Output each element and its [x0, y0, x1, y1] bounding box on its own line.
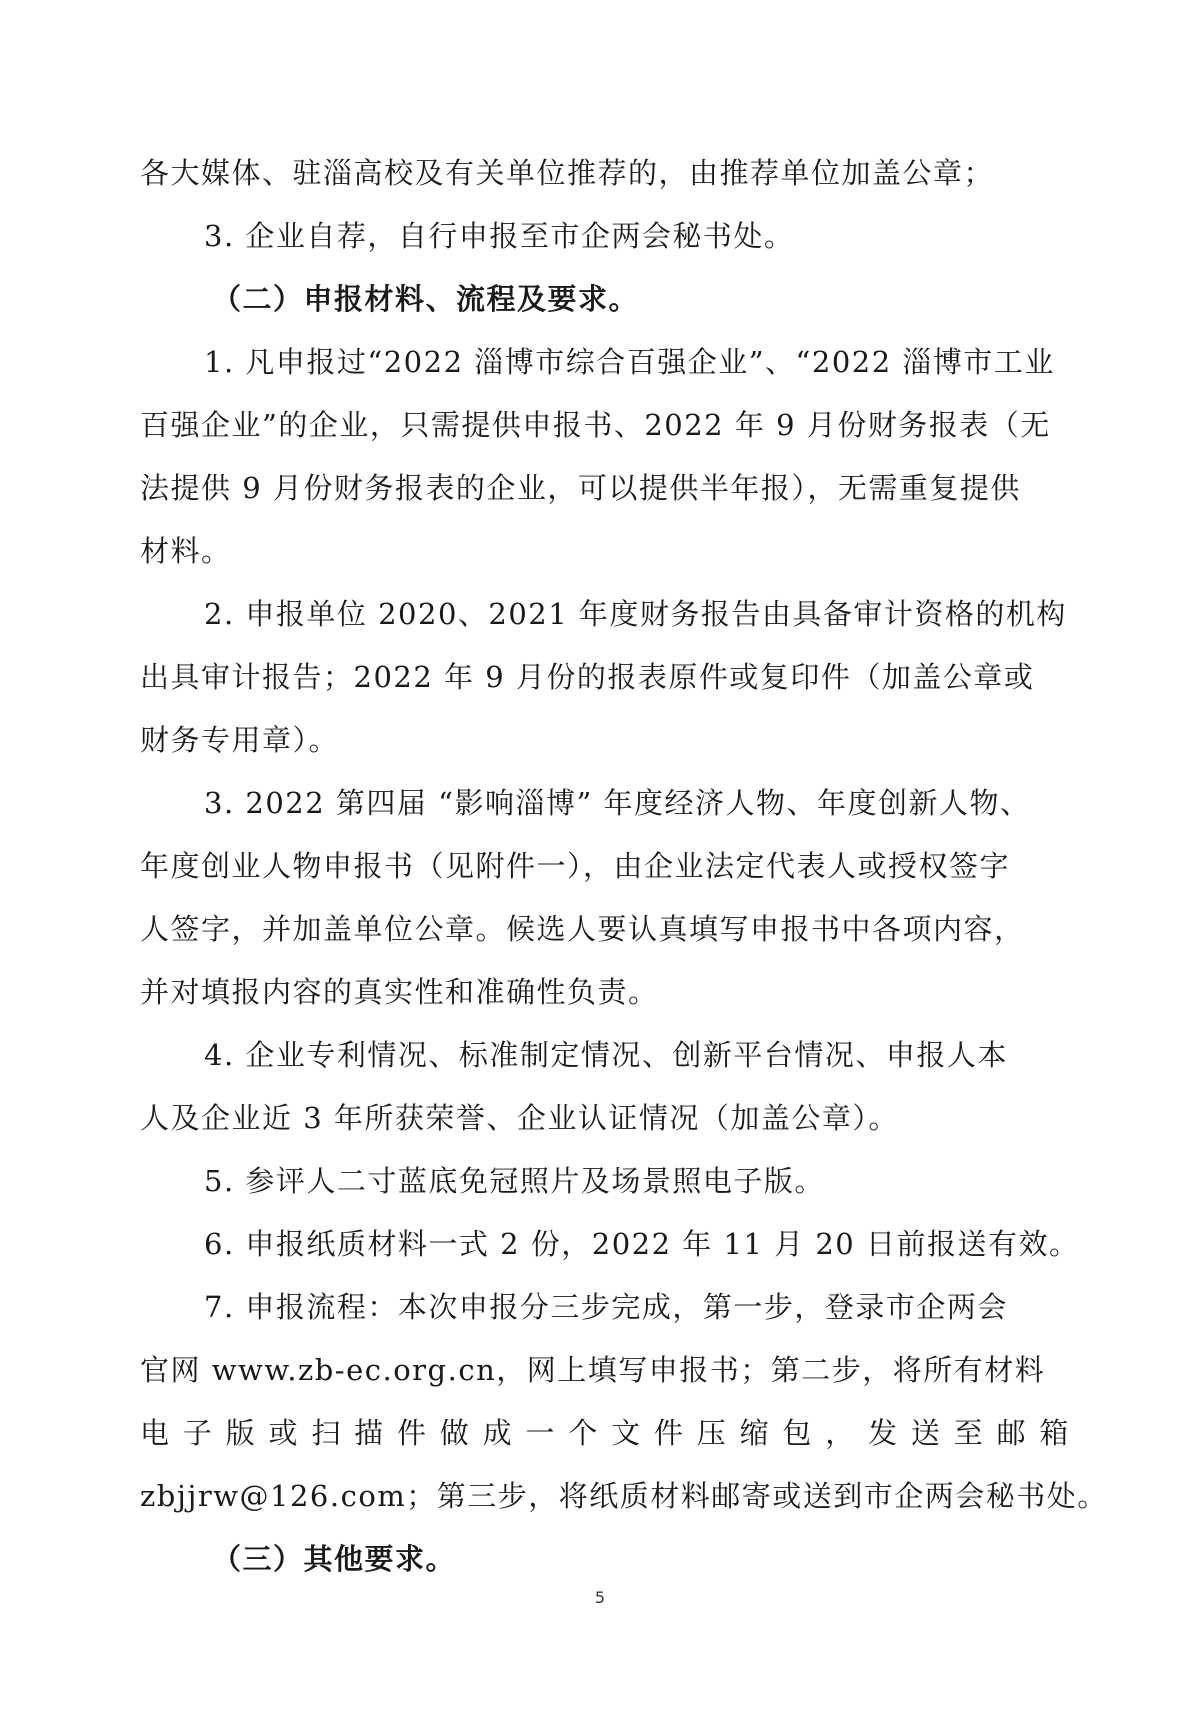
- text-line: 并对填报内容的真实性和准确性负责。: [140, 975, 659, 1009]
- text-line: 1. 凡申报过“2022 淄博市综合百强企业”、“2022 淄博市工业: [204, 345, 1055, 379]
- text-line: 年度创业人物申报书（见附件一），由企业法定代表人或授权签字: [140, 849, 1011, 883]
- text-line: 3. 企业自荐，自行申报至市企两会秘书处。: [204, 219, 795, 253]
- text-line: 材料。: [140, 534, 232, 568]
- justified-char: 版: [225, 1416, 257, 1450]
- justified-char: ，: [825, 1416, 856, 1450]
- justified-text-line: [140, 1402, 1070, 1465]
- section-heading: （二）申报材料、流程及要求。: [212, 282, 640, 316]
- text-line: zbjjrw@126.com；第三步，将纸质材料邮寄或送到市企两会秘书处。: [140, 1479, 1108, 1513]
- justified-char: 送: [910, 1416, 942, 1450]
- text-line: 各大媒体、驻淄高校及有关单位推荐的，由推荐单位加盖公章；: [140, 156, 995, 190]
- text-line: 人签字，并加盖单位公章。候选人要认真填写申报书中各项内容，: [140, 912, 1025, 946]
- text-line: 6. 申报纸质材料一式 2 份，2022 年 11 月 20 日前报送有效。: [204, 1227, 1080, 1261]
- page-number: 5: [594, 1588, 606, 1607]
- justified-char: 做: [439, 1416, 471, 1450]
- justified-char: 一: [525, 1416, 556, 1450]
- text-line: 百强企业”的企业，只需提供申报书、2022 年 9 月份财务报表（无: [140, 408, 1051, 442]
- justified-char: 箱: [1039, 1416, 1070, 1450]
- justified-char: 电: [140, 1416, 171, 1450]
- justified-char: 缩: [739, 1416, 771, 1450]
- justified-char: 描: [354, 1416, 385, 1450]
- text-line: 人及企业近 3 年所获荣誉、企业认证情况（加盖公章）。: [140, 1101, 899, 1135]
- text-line: 4. 企业专利情况、标准制定情况、创新平台情况、申报人本: [204, 1038, 1008, 1072]
- justified-char: 包: [782, 1416, 813, 1450]
- text-line: 2. 申报单位 2020、2021 年度财务报告由具备审计资格的机构: [204, 597, 1067, 631]
- justified-char: 或: [268, 1416, 299, 1450]
- justified-char: 压: [696, 1416, 728, 1450]
- text-line: 7. 申报流程：本次申报分三步完成，第一步，登录市企两会: [204, 1290, 1008, 1324]
- justified-char: 扫: [311, 1416, 342, 1450]
- justified-char: 成: [482, 1416, 514, 1450]
- justified-char: 至: [953, 1416, 985, 1450]
- text-line: 3. 2022 第四届 “影响淄博” 年度经济人物、年度创新人物、: [204, 786, 1031, 820]
- justified-char: 件: [396, 1416, 428, 1450]
- text-line: 财务专用章）。: [140, 723, 340, 757]
- justified-char: 文: [611, 1416, 642, 1450]
- justified-char: 发: [868, 1416, 899, 1450]
- text-line: 5. 参评人二寸蓝底免冠照片及场景照电子版。: [204, 1164, 825, 1198]
- justified-char: 件: [653, 1416, 685, 1450]
- text-line: 法提供 9 月份财务报表的企业，可以提供半年报），无需重复提供: [140, 471, 1021, 505]
- section-heading: （三）其他要求。: [212, 1542, 457, 1576]
- text-line: 官网 www.zb-ec.org.cn，网上填写申报书；第二步，将所有材料: [140, 1353, 1046, 1387]
- justified-char: 邮: [996, 1416, 1028, 1450]
- justified-char: 个: [568, 1416, 599, 1450]
- justified-char: 子: [182, 1416, 214, 1450]
- document-body: [140, 142, 1108, 1591]
- text-line: 出具审计报告；2022 年 9 月份的报表原件或复印件（加盖公章或: [140, 660, 1035, 694]
